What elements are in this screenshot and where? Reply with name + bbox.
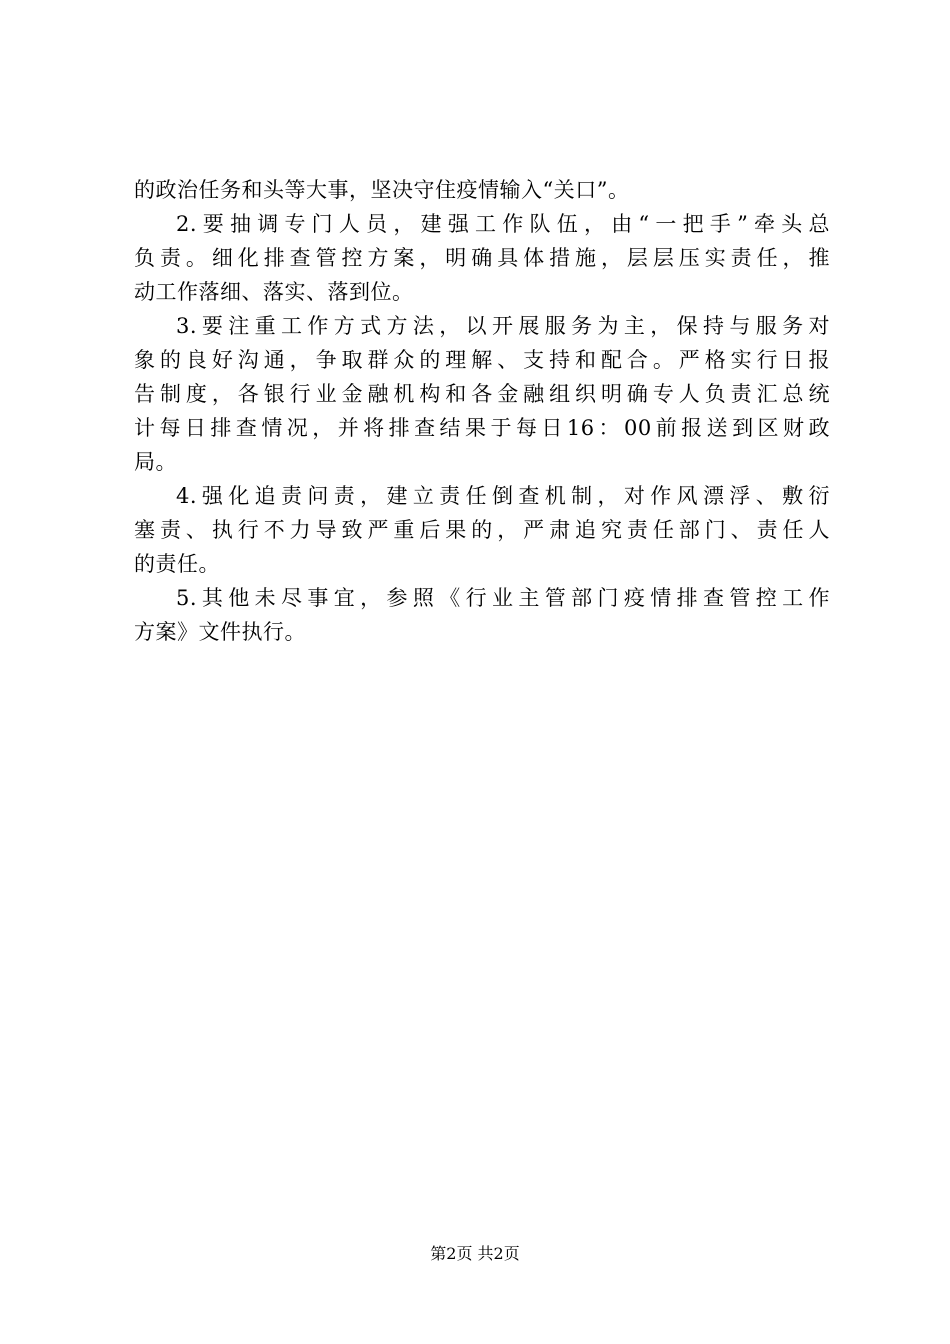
text-line: 局。	[134, 450, 177, 474]
text-line: 的政治任务和头等大事，坚决守住疫情输入“关口”。	[134, 178, 630, 202]
text-line: 3.要注重工作方式方法，以开展服务为主，保持与服务对	[176, 314, 830, 338]
text-line: 2.要抽调专门人员，建强工作队伍，由“一把手”牵头总	[176, 212, 830, 236]
text-line: 的责任。	[134, 552, 220, 576]
text-line: 5.其他未尽事宜，参照《行业主管部门疫情排查管控工作	[176, 586, 830, 610]
text-line: 4.强化追责问责，建立责任倒查机制，对作风漂浮、敷衍	[176, 484, 830, 508]
page-footer: 第2页 共2页	[430, 1244, 520, 1263]
text-line: 塞责、执行不力导致严重后果的，严肃追究责任部门、责任人	[134, 518, 830, 542]
document-body	[134, 173, 830, 649]
text-line: 告制度，各银行业金融机构和各金融组织明确专人负责汇总统	[134, 382, 830, 406]
text-line: 方案》文件执行。	[134, 620, 306, 644]
text-line: 象的良好沟通，争取群众的理解、支持和配合。严格实行日报	[134, 348, 830, 372]
text-line: 计每日排查情况，并将排查结果于每日16：00前报送到区财政	[134, 416, 830, 440]
text-line: 动工作落细、落实、落到位。	[134, 280, 414, 304]
text-line: 负责。细化排查管控方案，明确具体措施，层层压实责任，推	[134, 246, 830, 270]
